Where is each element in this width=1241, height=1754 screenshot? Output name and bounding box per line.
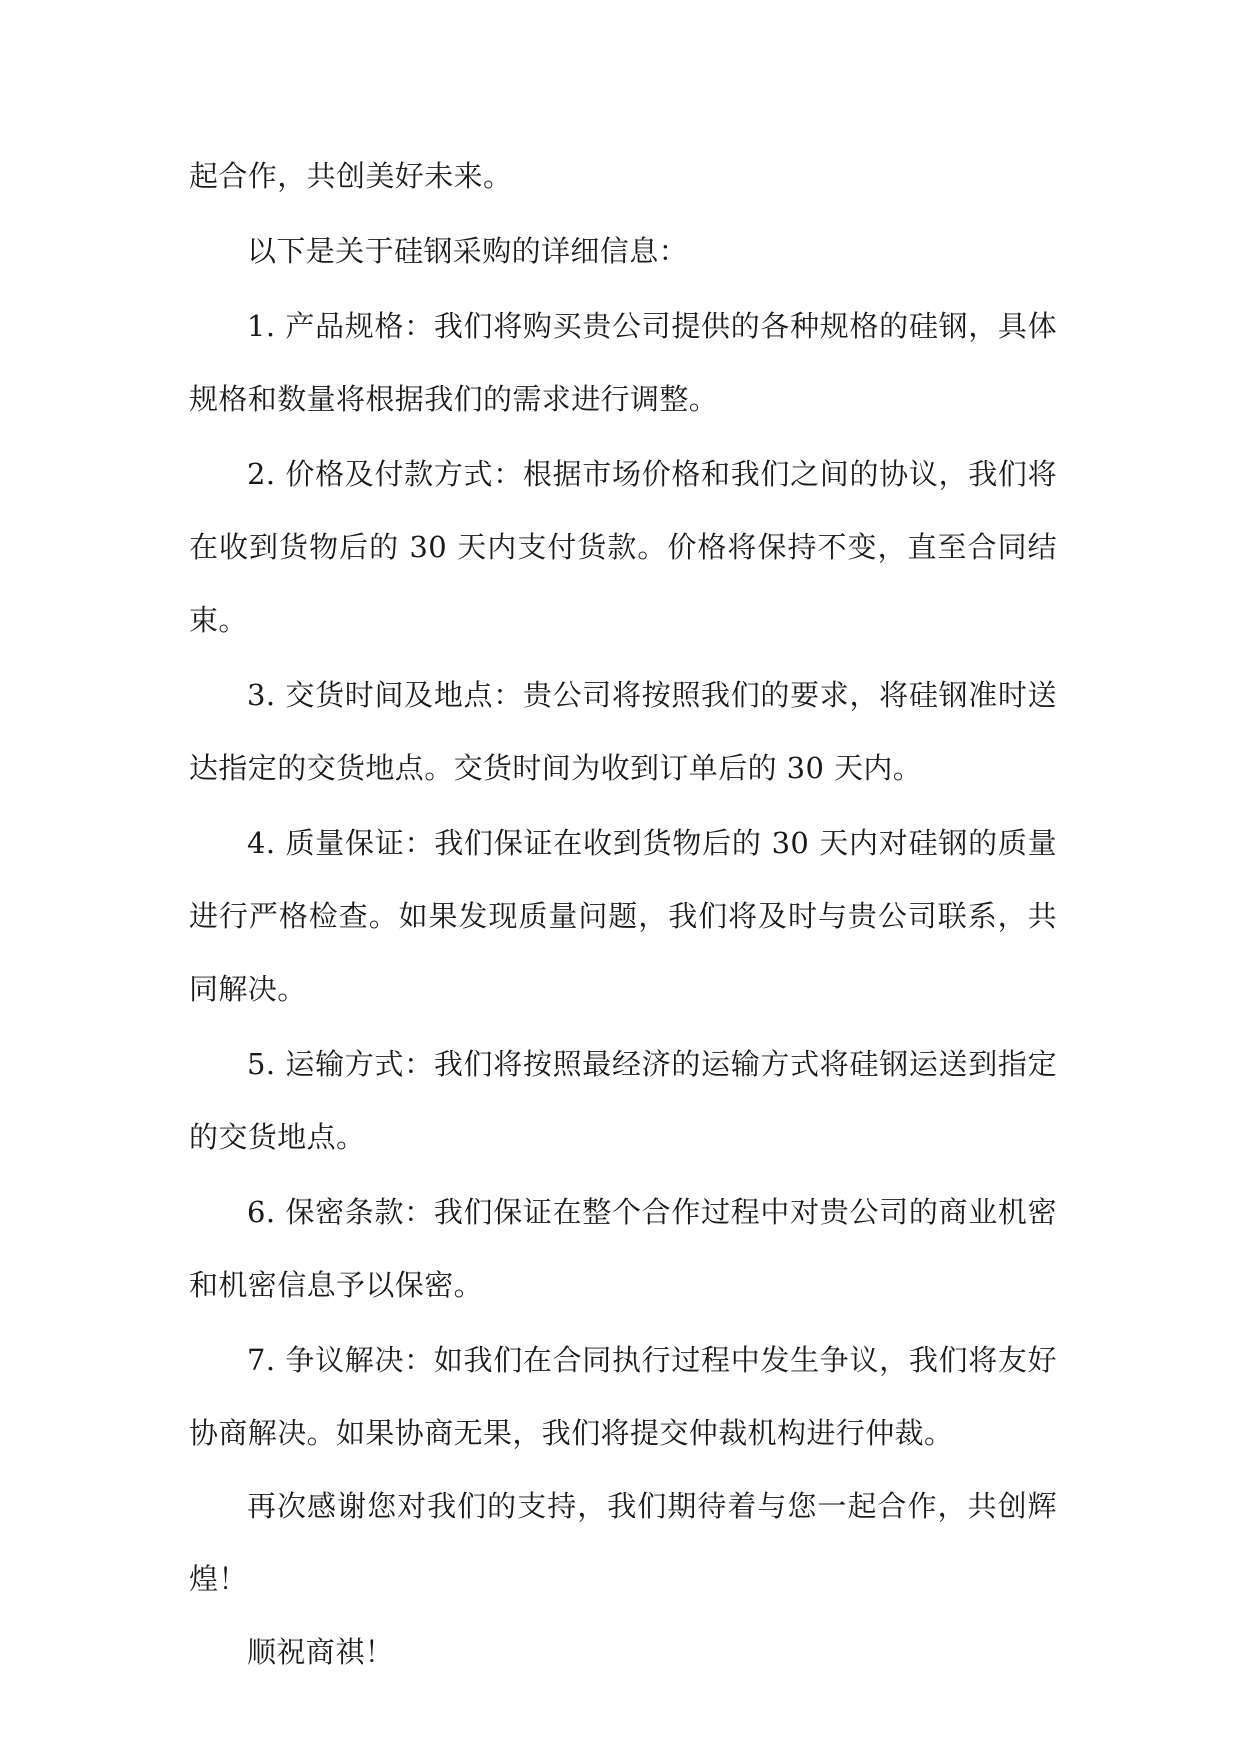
- paragraph-item-6-confidentiality: 6. 保密条款：我们保证在整个合作过程中对贵公司的商业机密和机密信息予以保密。: [189, 1195, 1057, 1302]
- paragraph-thanks: 再次感谢您对我们的支持，我们期待着与您一起合作，共创辉煌！: [189, 1489, 1057, 1596]
- paragraph-item-7-disputes: 7. 争议解决：如我们在合同执行过程中发生争议，我们将友好协商解决。如果协商无果，我们将提交仲裁机构进行仲裁。: [189, 1343, 1057, 1450]
- paragraph-item-4-quality: 4. 质量保证：我们保证在收到货物后的 30 天内对硅钢的质量进行严格检查。如果发现质量问题，我们将及时与贵公司联系，共同解决。: [189, 826, 1057, 1006]
- paragraph-item-1-specifications: 1. 产品规格：我们将购买贵公司提供的各种规格的硅钢，具体规格和数量将根据我们的需求进行调整。: [189, 309, 1057, 416]
- paragraph-closing: 顺祝商祺！: [247, 1635, 395, 1669]
- paragraph-intro: 以下是关于硅钢采购的详细信息：: [247, 234, 689, 268]
- paragraph-continuation: 起合作，共创美好未来。: [189, 159, 513, 193]
- paragraph-item-5-transport: 5. 运输方式：我们将按照最经济的运输方式将硅钢运送到指定的交货地点。: [189, 1047, 1057, 1154]
- paragraph-item-2-price-payment: 2. 价格及付款方式：根据市场价格和我们之间的协议，我们将在收到货物后的 30 天内支付货款。价格将保持不变，直至合同结束。: [189, 457, 1057, 637]
- paragraph-item-3-delivery: 3. 交货时间及地点：贵公司将按照我们的要求，将硅钢准时送达指定的交货地点。交货时间为收到订单后的 30 天内。: [189, 678, 1057, 785]
- letter-body: [189, 140, 1057, 1689]
